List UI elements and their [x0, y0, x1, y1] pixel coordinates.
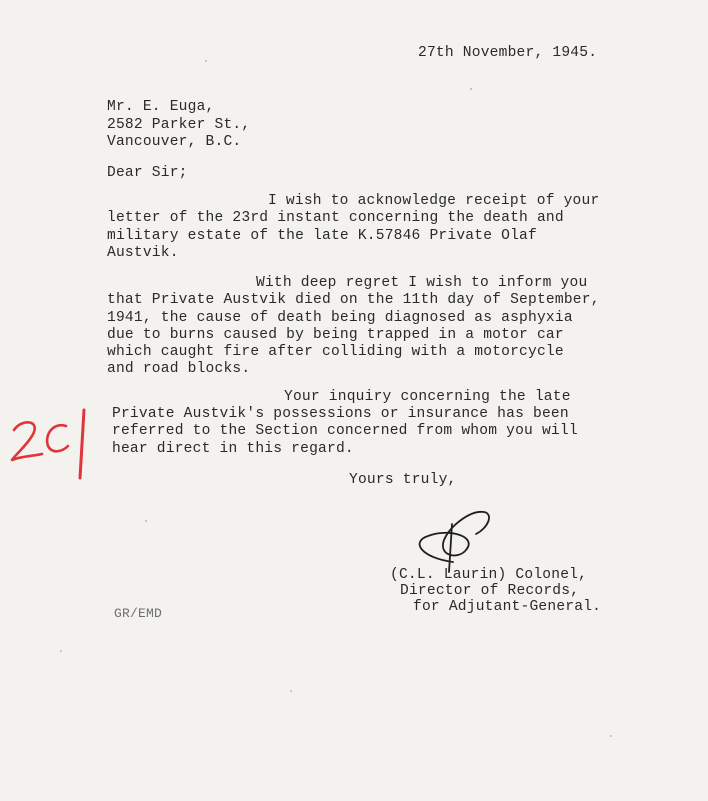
paragraph-2-line: 1941, the cause of death being diagnosed as asphyxia: [107, 310, 573, 326]
paper-speck: [290, 690, 292, 692]
letter-date: 27th November, 1945.: [418, 45, 598, 61]
paragraph-1-line: Austvik.: [107, 245, 179, 261]
recipient-city: Vancouver, B.C.: [107, 134, 242, 150]
paragraph-2-line: that Private Austvik died on the 11th day of September,: [107, 292, 600, 308]
recipient-name: Mr. E. Euga,: [107, 99, 215, 115]
paper-speck: [470, 88, 472, 90]
paper-speck: [145, 520, 147, 522]
paper-speck: [60, 650, 62, 652]
paragraph-2-line: due to burns caused by being trapped in a motor car: [107, 327, 564, 343]
closing: Yours truly,: [349, 472, 457, 488]
paragraph-3-line: Private Austvik's possessions or insurance has been: [112, 406, 569, 422]
paragraph-1-line: letter of the 23rd instant concerning the death and: [107, 210, 564, 226]
reference-initials: GR/EMD: [114, 606, 163, 621]
signatory-for-line: for Adjutant-General.: [413, 599, 602, 615]
paragraph-2-line: which caught fire after colliding with a motorcycle: [107, 344, 564, 360]
paragraph-3-line: referred to the Section concerned from whom you will: [112, 423, 578, 439]
paper-speck: [610, 735, 612, 737]
paragraph-1-line: military estate of the late K.57846 Private Olaf: [107, 228, 537, 244]
signatory-role: Director of Records,: [400, 583, 580, 599]
paragraph-3-line: hear direct in this regard.: [112, 441, 354, 457]
recipient-street: 2582 Parker St.,: [107, 117, 251, 133]
paragraph-2-line: and road blocks.: [107, 361, 251, 377]
margin-note-mark: [8, 402, 108, 492]
signatory-name: (C.L. Laurin) Colonel,: [390, 567, 588, 583]
paragraph-1-line: I wish to acknowledge receipt of your: [268, 193, 600, 209]
paper-speck: [205, 60, 207, 62]
salutation: Dear Sir;: [107, 165, 188, 181]
paragraph-2-line: With deep regret I wish to inform you: [256, 275, 588, 291]
paragraph-3-line: Your inquiry concerning the late: [284, 389, 571, 405]
